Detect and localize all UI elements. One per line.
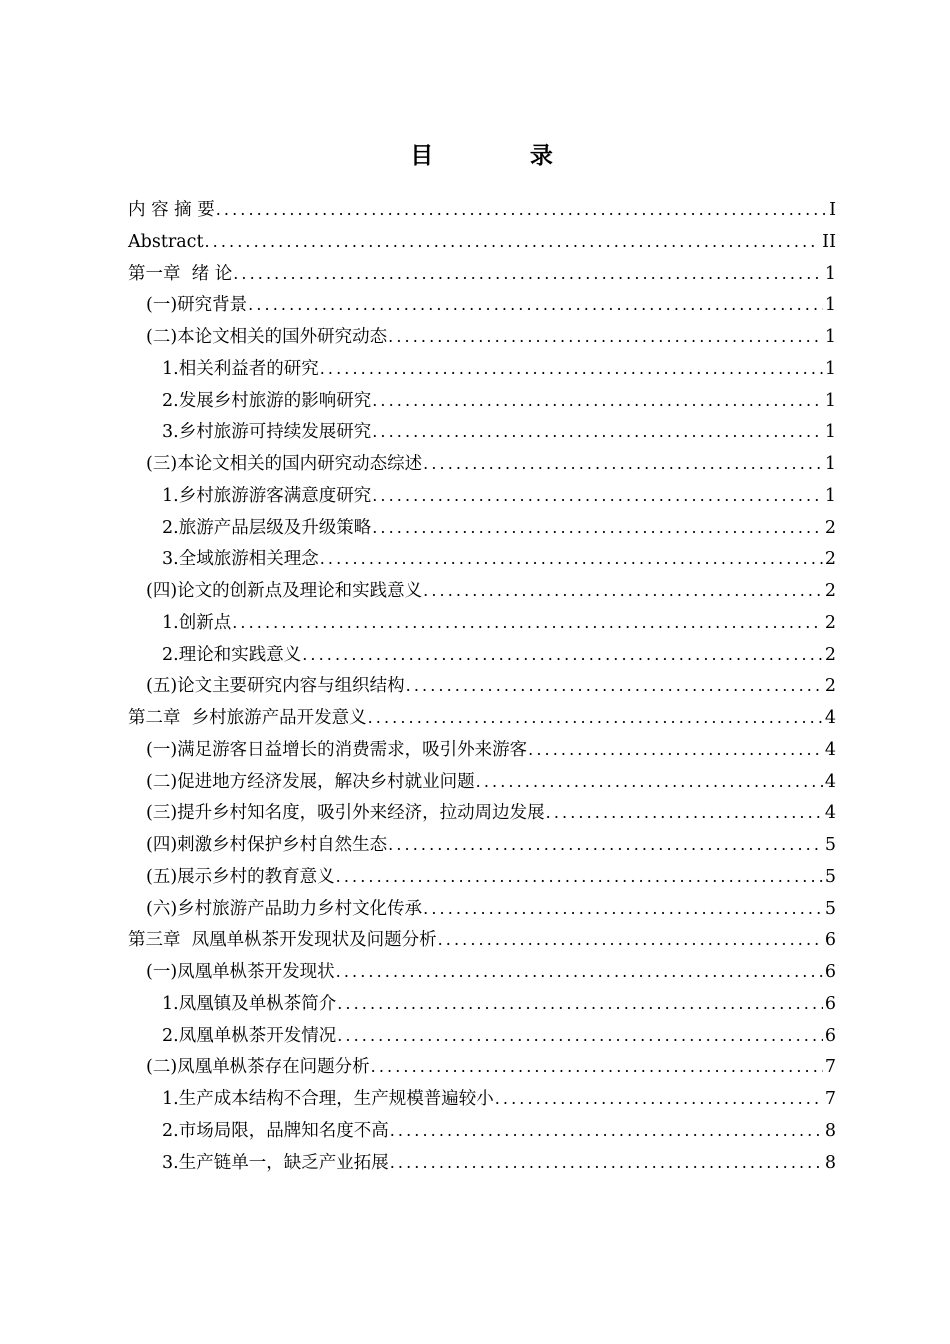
toc-entry-page-number: I — [829, 200, 836, 220]
toc-entry-page-number: 2 — [824, 644, 836, 665]
toc-entry-page-number: 8 — [824, 1152, 836, 1173]
toc-entry-label: 2.旅游产品层级及升级策略 — [162, 517, 372, 538]
toc-entry-page-number: 1 — [824, 390, 836, 411]
toc-entry-label: 第一章 绪 论 — [128, 263, 233, 284]
toc-entry-label: 1.生产成本结构不合理，生产规模普遍较小 — [162, 1089, 494, 1109]
toc-entry-label: (二)本论文相关的国外研究动态 — [146, 327, 388, 347]
toc-dot-leader — [390, 1115, 823, 1147]
toc-dot-leader — [337, 1020, 823, 1052]
toc-entry — [128, 988, 836, 1020]
toc-entry-page-number: 5 — [824, 866, 836, 887]
toc-entry-page-number: 8 — [824, 1120, 836, 1141]
toc-entry-label: Abstract — [128, 231, 204, 252]
toc-dot-leader — [372, 480, 823, 512]
toc-entry — [128, 702, 836, 734]
toc-entry-page-number: 1 — [824, 295, 836, 316]
toc-entry-label: 3.乡村旅游可持续发展研究 — [162, 422, 372, 443]
toc-entry — [128, 1051, 836, 1083]
toc-entry-page-number: 4 — [824, 708, 836, 728]
toc-entry — [128, 1115, 836, 1147]
toc-entry — [128, 607, 836, 639]
toc-dot-leader — [336, 861, 823, 893]
toc-entry — [128, 416, 836, 448]
toc-entry-page-number: 2 — [824, 612, 836, 633]
toc-entry-page-number: II — [822, 231, 836, 252]
toc-dot-leader — [337, 988, 823, 1020]
toc-entry — [128, 639, 836, 671]
toc-entry — [128, 289, 836, 321]
toc-entry — [128, 353, 836, 385]
toc-dot-leader — [528, 734, 823, 766]
toc-entry — [128, 194, 836, 226]
toc-entry — [128, 861, 836, 893]
toc-dot-leader — [546, 797, 823, 829]
toc-dot-leader — [233, 258, 823, 290]
toc-dot-leader — [388, 829, 823, 861]
toc-entry-label: (六)乡村旅游产品助力乡村文化传承 — [146, 898, 423, 919]
toc-entry-page-number: 1 — [824, 485, 836, 506]
toc-entry — [128, 480, 836, 512]
toc-dot-leader — [438, 924, 823, 956]
toc-entry-page-number: 6 — [824, 930, 836, 951]
toc-dot-leader — [371, 1051, 823, 1083]
toc-entry — [128, 1083, 836, 1115]
toc-entry-label: 1.凤凰镇及单枞茶简介 — [162, 993, 337, 1014]
toc-entry-page-number: 6 — [824, 1025, 836, 1046]
toc-entry-page-number: 1 — [824, 454, 836, 474]
toc-dot-leader — [495, 1083, 823, 1115]
toc-entry-label: (一)研究背景 — [146, 295, 248, 316]
toc-dot-leader — [423, 893, 823, 925]
toc-entry-label: 内 容 摘 要 — [128, 200, 215, 220]
toc-entry-label: 1.乡村旅游游客满意度研究 — [162, 485, 372, 506]
toc-entry-page-number: 1 — [824, 358, 836, 379]
toc-dot-leader — [388, 321, 823, 353]
toc-entry — [128, 893, 836, 925]
toc-entry — [128, 543, 836, 575]
toc-dot-leader — [216, 194, 827, 226]
toc-entry — [128, 321, 836, 353]
toc-entry-label: (二)凤凰单枞茶存在问题分析 — [146, 1057, 370, 1078]
toc-entry-page-number: 1 — [824, 422, 836, 443]
table-of-contents — [128, 194, 836, 1178]
toc-entry — [128, 1147, 836, 1179]
toc-entry-label: 3.生产链单一，缺乏产业拓展 — [162, 1152, 389, 1173]
toc-entry-page-number: 6 — [824, 993, 836, 1014]
toc-entry-page-number: 4 — [824, 771, 836, 792]
toc-entry-label: 2.凤凰单枞茶开发情况 — [162, 1025, 337, 1046]
toc-entry — [128, 670, 836, 702]
toc-entry — [128, 829, 836, 861]
toc-entry-label: (一)凤凰单枞茶开发现状 — [146, 962, 335, 982]
toc-entry — [128, 1020, 836, 1052]
toc-entry-page-number: 2 — [824, 549, 836, 570]
toc-entry-page-number: 5 — [824, 898, 836, 919]
toc-dot-leader — [336, 956, 823, 988]
toc-entry-label: (三)提升乡村知名度，吸引外来经济，拉动周边发展 — [146, 803, 545, 824]
toc-entry-label: (五)论文主要研究内容与组织结构 — [146, 676, 405, 697]
toc-dot-leader — [368, 702, 823, 734]
toc-entry-page-number: 1 — [824, 263, 836, 284]
toc-entry-label: (三)本论文相关的国内研究动态综述 — [146, 454, 423, 474]
toc-entry-page-number: 2 — [824, 517, 836, 538]
toc-entry-label: (五)展示乡村的教育意义 — [146, 866, 335, 887]
toc-entry-page-number: 7 — [824, 1057, 836, 1078]
toc-title: 目 录 — [410, 143, 590, 169]
toc-entry — [128, 258, 836, 290]
toc-dot-leader — [372, 385, 823, 417]
toc-entry-label: 第二章 乡村旅游产品开发意义 — [128, 708, 367, 728]
toc-entry-label: (四)刺激乡村保护乡村自然生态 — [146, 835, 388, 855]
toc-entry — [128, 766, 836, 798]
toc-entry — [128, 734, 836, 766]
toc-dot-leader — [248, 289, 823, 321]
toc-entry — [128, 797, 836, 829]
toc-entry — [128, 512, 836, 544]
toc-dot-leader — [406, 670, 823, 702]
toc-dot-leader — [232, 607, 823, 639]
toc-entry-label: (一)满足游客日益增长的消费需求，吸引外来游客 — [146, 739, 528, 760]
toc-entry-page-number: 4 — [824, 739, 836, 760]
toc-entry — [128, 956, 836, 988]
toc-entry — [128, 575, 836, 607]
toc-dot-leader — [372, 512, 823, 544]
toc-entry-label: 3.全域旅游相关理念 — [162, 549, 319, 570]
toc-dot-leader — [423, 575, 823, 607]
toc-dot-leader — [423, 448, 823, 480]
toc-entry-label: (四)论文的创新点及理论和实践意义 — [146, 581, 423, 601]
toc-dot-leader — [476, 766, 823, 798]
toc-entry-label: 1.相关利益者的研究 — [162, 358, 319, 379]
toc-entry-label: 1.创新点 — [162, 612, 232, 633]
toc-entry-page-number: 2 — [824, 676, 836, 697]
toc-entry — [128, 448, 836, 480]
toc-entry-label: 第三章 凤凰单枞茶开发现状及问题分析 — [128, 930, 437, 951]
toc-dot-leader — [390, 1147, 823, 1179]
toc-entry — [128, 226, 836, 258]
toc-entry-page-number: 2 — [824, 581, 836, 601]
toc-entry — [128, 924, 836, 956]
toc-entry-page-number: 7 — [824, 1089, 836, 1109]
toc-entry-label: 2.发展乡村旅游的影响研究 — [162, 390, 372, 411]
toc-entry-label: (二)促进地方经济发展，解决乡村就业问题 — [146, 771, 475, 792]
toc-entry-label: 2.市场局限，品牌知名度不高 — [162, 1120, 389, 1141]
toc-dot-leader — [205, 226, 821, 258]
toc-entry-page-number: 5 — [824, 835, 836, 855]
toc-dot-leader — [320, 543, 823, 575]
toc-entry — [128, 385, 836, 417]
toc-entry-label: 2.理论和实践意义 — [162, 644, 302, 665]
toc-entry-page-number: 1 — [824, 327, 836, 347]
toc-entry-page-number: 6 — [824, 962, 836, 982]
toc-dot-leader — [372, 416, 823, 448]
toc-entry-page-number: 4 — [824, 803, 836, 824]
toc-dot-leader — [320, 353, 823, 385]
toc-dot-leader — [302, 639, 823, 671]
